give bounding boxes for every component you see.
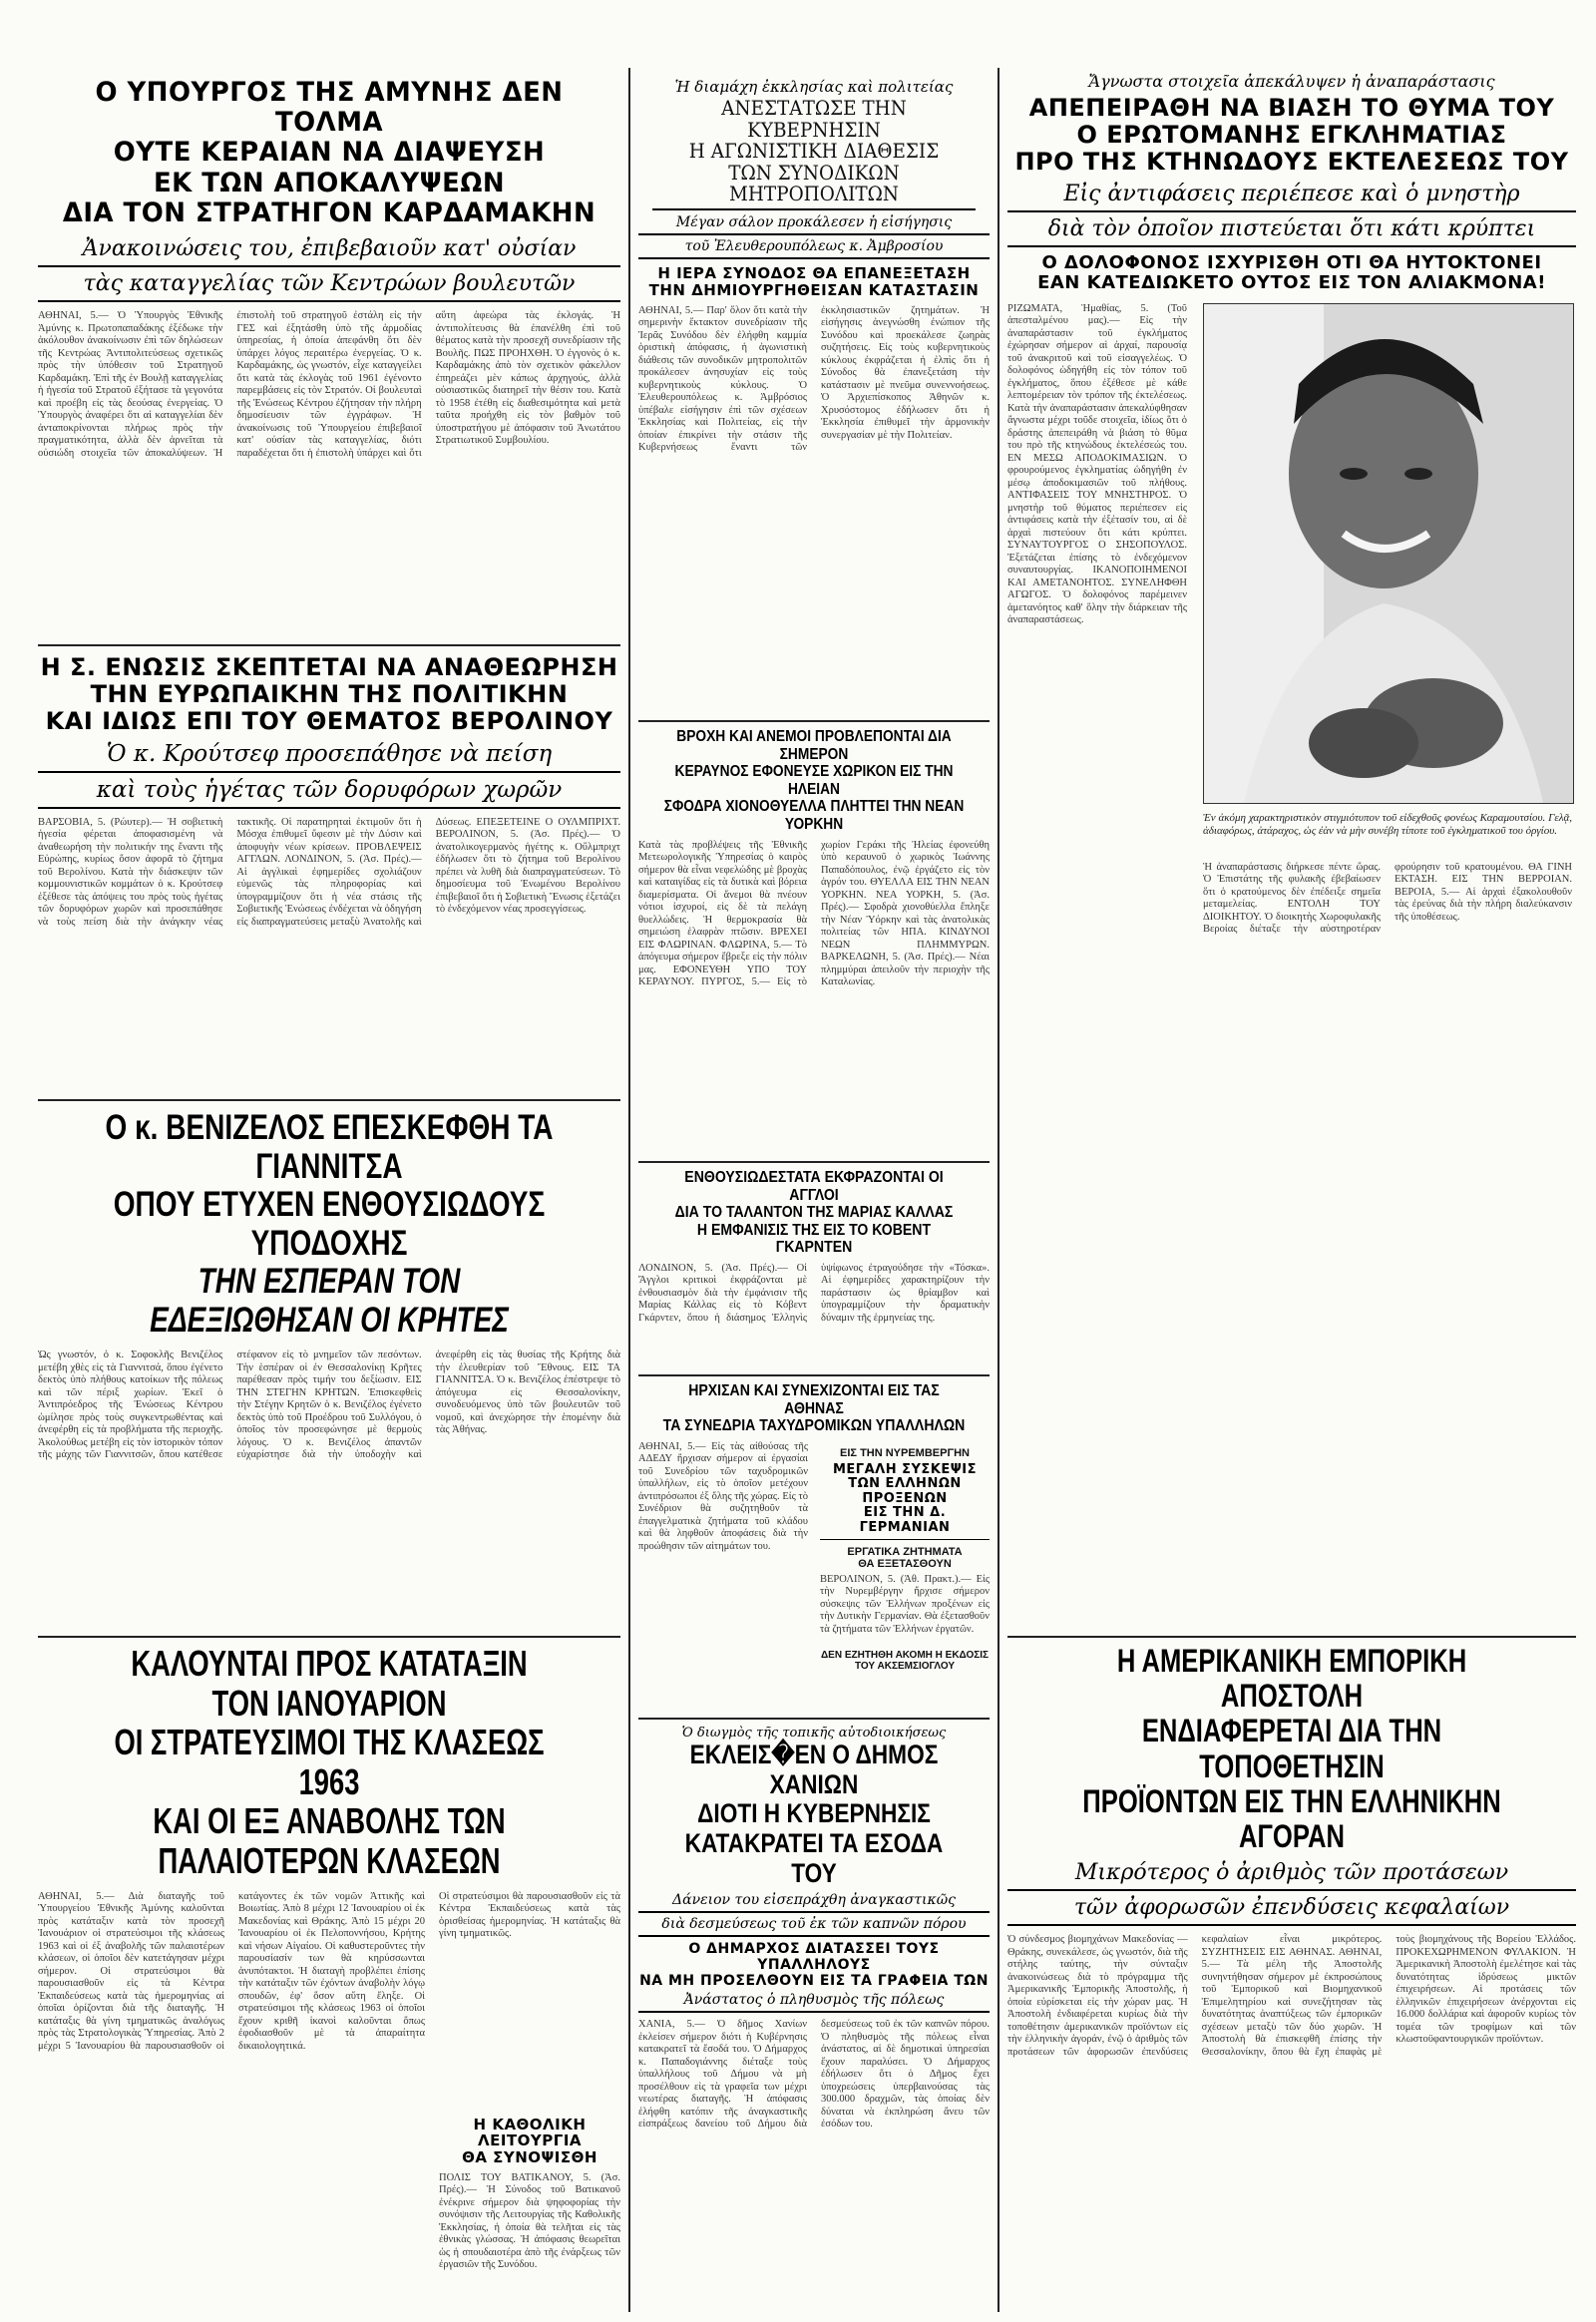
article-headline (1064, 1644, 1519, 1854)
article-headline (1007, 95, 1576, 176)
article-crime (1007, 72, 1576, 1528)
article-separator (638, 720, 990, 722)
article-body: ΧΑΝΙΑ, 5.— Ὁ δῆμος Χανίων ἐκλείσεν σήμερον διότι ἡ Κυβέρνησις κατακρατεῖ τὰ ἔσοδά του. Ὁ Δήμαρχος κ. Παπαδογιάννης διέταξε τοὺς ὑπαλλήλους τοῦ Δήμου νὰ μὴ προσέλθουν εἰς τὰ γραφεῖα των μέχρι νεωτέρας διαταγῆς. Ἡ ἀπόφασις ἐλήφθη κατόπιν τῆς ἀναγκαστικῆς εἰσπράξεως δανείου τοῦ Δήμου διὰ δεσμεύσεως τοῦ ἐκ τῶν καπνῶν πόρου. Ὁ πληθυσμὸς τῆς πόλεως εἶναι ἀνάστατος, αἱ δὲ δημοτικαὶ ὑπηρεσίαι ἔχουν παραλύσει. Ὁ Δήμαρχος ἐδήλωσεν ὅτι ὁ Δῆμος ἔχει ὑποχρεώσεις ὑπερβαινούσας τὰς 300.000 δραχμῶν, τὰς ὁποίας δὲν δύναται νὰ ἐκπληρώση ἄνευ τῶν ἐσόδων του. (638, 2019, 990, 2130)
headline-line: ΚΑΙ ΟΙ ΕΞ ΑΝΑΒΟΛΗΣ ΤΩΝ ΠΑΛΑΙΟΤΕΡΩΝ ΚΛΑΣΕΩΝ (153, 1800, 506, 1881)
headline-line: ΔΙΟΤΙ Η ΚΥΒΕΡΝΗΣΙΣ (697, 1798, 931, 1829)
headline-line: ΚΕΡΑΥΝΟΣ ΕΦΟΝΕΥΣΕ ΧΩΡΙΚΟΝ ΕΙΣ ΤΗΝ ΗΛΕΙΑΝ (674, 763, 954, 798)
headline-line: ΟΥΤΕ ΚΕΡΑΙΑΝ ΝΑ ΔΙΑΨΕΥΣΗ (113, 137, 546, 169)
article-subheadline-bold (638, 265, 990, 299)
headline-line: ΤΗΝ ΕΣΠΕΡΑΝ ΤΟΝ ΕΔΕΞΙΩΘΗΣΑΝ ΟΙ ΚΡΗΤΕΣ (150, 1262, 509, 1340)
subheadline-line: Μικρότερος ὁ ἀριθμὸς τῶν προτάσεων (1007, 1860, 1576, 1891)
article-headline (50, 78, 609, 228)
subheadline-line: καὶ τοὺς ἡγέτας τῶν δορυφόρων χωρῶν (38, 773, 620, 809)
headline-line: ΕΝΘΟΥΣΙΩΔΕΣΤΑΤΑ ΕΚΦΡΑΖΟΝΤΑΙ ΟΙ ΑΓΓΛΟΙ (684, 1169, 944, 1204)
article-separator (38, 1636, 620, 1638)
article-body: ΠΟΛΙΣ ΤΟΥ ΒΑΤΙΚΑΝΟΥ, 5. (Ἀσ. Πρές).— Ἡ Σύνοδος τοῦ Βατικανοῦ ἐνέκρινε σήμερον διὰ ψηφοφορίας τὴν συνόψισιν τῆς Λειτουργίας τῆς Καθολικῆς Ἐκκλησίας, ἡ ὁποία θὰ τελῆται εἰς τὰς ἐθνικὰς γλώσσας. Ἡ ἀπόφασις θεωρεῖται ὡς ἡ σπουδαιοτέρα ἀπὸ τῆς ἐνάρξεως τῶν ἐργασιῶν τῆς Συνόδου. (439, 2171, 620, 2271)
headline-line: Η ΙΕΡΑ ΣΥΝΟΔΟΣ ΘΑ ΕΠΑΝΕΞΕΤΑΣΗ (657, 263, 971, 282)
suspect-photo (1203, 303, 1574, 804)
headline-line: ΤΑ ΣΥΝΕΔΡΙΑ ΤΑΧΥΔΡΟΜΙΚΩΝ ΥΠΑΛΛΗΛΩΝ (662, 1417, 966, 1435)
subheadline-line: διὰ δεσμεύσεως τοῦ ἐκ τῶν καπνῶν πόρου (638, 1913, 990, 1937)
headline-line: ΟΠΟΥ ΕΤΥΧΕΝ ΕΝΘΟΥΣΙΩΔΟΥΣ ΥΠΟΔΟΧΗΣ (113, 1185, 546, 1263)
article-body: Ἡ ἀναπαράστασις διήρκεσε πέντε ὥρας. Ὁ Ἐπιστάτης τῆς φυλακῆς ἐβεβαίωσεν ὅτι ὁ κρατούμενος δὲν ἐπέδειξε σημεῖα μεταμελείας. ΕΝΤΟΛΗ ΤΟΥ ΔΙΟΙΚΗΤΟΥ. Ὁ διοικητὴς Χωροφυλακῆς Βεροίας διέταξε τὴν αὐστηροτέραν φρούρησιν τοῦ κρατουμένου. ΘΑ ΓΙΝΗ ΕΚΤΑΣΗ. ΕΙΣ ΤΗΝ ΒΕΡΡΟΙΑΝ. ΒΕΡΟΙΑ, 5.— Αἱ ἀρχαὶ ἐξακολουθοῦν τὰς ἐρεύνας διὰ τὴν πλήρη διαλεύκανσιν τῆς ὑποθέσεως. (1203, 861, 1572, 936)
headline-line: Η Σ. ΕΝΩΣΙΣ ΣΚΕΠΤΕΤΑΙ ΝΑ ΑΝΑΘΕΩΡΗΣΗ (40, 654, 618, 681)
photo-illustration (1204, 304, 1573, 803)
article-subheadline: Ἀνάστατος ὁ πληθυσμὸς τῆς πόλεως (638, 1992, 990, 2013)
headline-line: Ο κ. ΒΕΝΙΖΕΛΟΣ ΕΠΕΣΚΕΦΘΗ ΤΑ ΓΙΑΝΝΙΤΣΑ (105, 1109, 554, 1186)
column-rule (998, 68, 999, 2312)
headline-line: ΕΚ ΤΩΝ ΑΠΟΚΑΛΥΨΕΩΝ (153, 167, 506, 198)
headline-line: ΚΑΙ ΙΔΙΩΣ ΕΠΙ ΤΟΥ ΘΕΜΑΤΟΣ ΒΕΡΟΛΙΝΟΥ (45, 706, 613, 735)
article-postal-workers (638, 1382, 990, 1712)
headline-line: ΚΑΛΟΥΝΤΑΙ ΠΡΟΣ ΚΑΤΑΤΑΞΙΝ ΤΟΝ ΙΑΝΟΥΑΡΙΟΝ (131, 1644, 528, 1724)
article-chania-municipality (638, 1726, 990, 2314)
article-body: ΒΕΡΟΛΙΝΟΝ, 5. (Ἀθ. Πρακτ.).— Εἰς τὴν Νυρεμβέργην ἤρχισε σήμερον σύσκεψις τῶν Ἑλλήνων προξένων εἰς τὴν Δυτικὴν Γερμανίαν. Θὰ ἐξετασθοῦν τὰ ζητήματα τῶν Ἑλλήνων ἐργατῶν. (820, 1573, 990, 1635)
article-conscripts (38, 1644, 620, 2312)
column-rule (628, 68, 630, 2312)
article-subheadline (38, 741, 620, 809)
headline-line: ΕΙΣ ΤΗΝ Δ. ΓΕΡΜΑΝΙΑΝ (859, 1505, 951, 1535)
subheadline-line: Εἰς ἀντιφάσεις περιέπεσε καὶ ὁ μνηστὴρ (1007, 182, 1576, 212)
headline-line: ΕΝΔΙΑΦΕΡΕΤΑΙ ΔΙΑ ΤΗΝ ΤΟΠΟΘΕΤΗΣΙΝ (1141, 1713, 1442, 1784)
article-subheadline (1007, 182, 1576, 247)
article-kicker: Ὁ διωγμὸς τῆς τοπικῆς αὐτοδιοικήσεως (681, 1726, 947, 1741)
article-subheadline-bold (1007, 253, 1576, 293)
article-columns (38, 1891, 620, 2312)
headline-line: ΗΡΧΙΣΑΝ ΚΑΙ ΣΥΝΕΧΙΖΟΝΤΑΙ ΕΙΣ ΤΑΣ ΑΘΗΝΑΣ (688, 1382, 940, 1417)
headline-line: ΕΡΓΑΤΙΚΑ ΖΗΤΗΜΑΤΑ (847, 1545, 963, 1558)
article-subheadline (1007, 1860, 1576, 1926)
section-kicker: ΔΕΝ ΕΖΗΤΗΘΗ ΑΚΟΜΗ Η ΕΚΔΟΣΙΣ ΤΟΥ ΑΚΣΕΜΣΙΟΓΛΟΥ (820, 1649, 990, 1672)
article-body: Κατὰ τὰς προβλέψεις τῆς Ἐθνικῆς Μετεωρολογικῆς Ὑπηρεσίας ὁ καιρὸς σήμερον θὰ εἶναι νεφελώδης μὲ βροχὰς καὶ καταιγίδας εἰς τὰ δυτικὰ καὶ βόρεια διαμερίσματα. Οἱ ἄνεμοι θὰ πνέουν νότιοι ἰσχυροί, εἰς δὲ τὰ πελάγη θυελλώδεις. Ἡ θερμοκρασία θὰ σημειώση ἐλαφρὰν πτῶσιν. ΒΡΕΧΕΙ ΕΙΣ ΦΛΩΡΙΝΑΝ. ΦΛΩΡΙΝΑ, 5.— Τὸ ἀπόγευμα σήμερον ἔβρεξε εἰς τὴν πόλιν μας. ΕΦΟΝΕΥΘΗ ΥΠΟ ΤΟΥ ΚΕΡΑΥΝΟΥ. ΠΥΡΓΟΣ, 5.— Εἰς τὸ χωρίον Γεράκι τῆς Ἠλείας ἐφονεύθη ὑπὸ κεραυνοῦ ὁ χωρικὸς Ἰωάννης Παπαδόπουλος, ἐνῷ ἐργάζετο εἰς τὸν ἀγρόν του. ΘΥΕΛΛΑ ΕΙΣ ΤΗΝ ΝΕΑΝ ΥΟΡΚΗΝ. ΝΕΑ ΥΟΡΚΗ, 5. (Ἀσ. Πρές).— Σφοδρὰ χιονοθύελλα ἔπληξε τὴν Νέαν Ὑόρκην καὶ τὰς ἀνατολικὰς πολιτείας τῶν ΗΠΑ. ΚΙΝΔΥΝΟΙ ΝΕΩΝ ΠΛΗΜΜΥΡΩΝ. ΒΑΡΚΕΛΩΝΗ, 5. (Ἀσ. Πρές).— Νέαι πλημμύραι ἀπειλοῦν τὴν περιοχὴν τῆς Καταλωνίας. (638, 839, 990, 988)
headline-line: ΜΕΓΑΛΗ ΣΥΣΚΕΨΙΣ (832, 1461, 978, 1477)
headline-line: ΟΙ ΣΤΡΑΤΕΥΣΙΜΟΙ ΤΗΣ ΚΛΑΣΕΩΣ 1963 (114, 1722, 545, 1802)
article-body: Ὡς γνωστόν, ὁ κ. Σοφοκλῆς Βενιζέλος μετέβη χθὲς εἰς τὰ Γιαννιτσά, ὅπου ἐγένετο δεκτὸς ὑπὸ πλήθους κατοίκων τῆς πόλεως καὶ τῶν πέριξ χωρίων. Ἐκεῖ ὁ Ἀντιπρόεδρος τῆς Ἐνώσεως Κέντρου ὡμίλησε πρὸς τοὺς συγκεντρωθέντας καὶ ἀνεφέρθη εἰς τὰ προβλήματα τῆς περιοχῆς. Ἀκολούθως μετέβη εἰς τὸν ἱστορικὸν τόπον τῆς μάχης τῶν Γιαννιτσῶν, ὅπου κατέθεσε στέφανον εἰς τὸ μνημεῖον τῶν πεσόντων. Τὴν ἑσπέραν οἱ ἐν Θεσσαλονίκῃ Κρῆτες παρέθεσαν πρὸς τιμήν του δεξίωσιν. ΕΙΣ ΤΗΝ ΣΤΕΓΗΝ ΚΡΗΤΩΝ. Ἐπισκεφθεὶς τὴν Στέγην Κρητῶν ὁ κ. Βενιζέλος ἐγένετο δεκτὸς ὑπὸ τοῦ Προέδρου τοῦ Συλλόγου, ὁ ὁποῖος τὸν προσεφώνησε μὲ θερμοὺς λόγους. Ὁ κ. Βενιζέλος ἀπαντῶν εὐχαρίστησε διὰ τὴν ὑποδοχὴν καὶ ἀνεφέρθη εἰς τὰς θυσίας τῆς Κρήτης διὰ τὴν ἐλευθερίαν τοῦ Ἔθνους. ΕΙΣ ΤΑ ΓΙΑΝΝΙΤΣΑ. Ὁ κ. Βενιζέλος ἐπέστρεψε τὸ ἀπόγευμα εἰς Θεσσαλονίκην, συνοδευόμενος ὑπὸ τῶν βουλευτῶν τοῦ νομοῦ, καὶ ἀνεχώρησε τὴν ἑπομένην διὰ τὰς Ἀθήνας. (38, 1350, 620, 1460)
headline-line: ΚΑΤΑΚΡΑΤΕΙ ΤΑ ΕΣΟΔΑ ΤΟΥ (684, 1828, 944, 1888)
article-body: ΑΘΗΝΑΙ, 5.— Διὰ διαταγῆς τοῦ Ὑπουργείου Ἐθνικῆς Ἀμύνης καλοῦνται πρὸς κατάταξιν κατὰ τὸν προσεχῆ Ἰανουάριον οἱ στρατεύσιμοι τῆς κλάσεως 1963 καὶ οἱ ἐξ ἀναβολῆς τῶν παλαιοτέρων κλάσεων, οἱ ὁποῖοι δὲν κατετάγησαν μέχρι σήμερον. Οἱ στρατεύσιμοι θὰ παρουσιασθοῦν εἰς τὰ Κέντρα Ἐκπαιδεύσεως κατὰ τὰς ἡμερομηνίας αἱ ὁποῖαι ὁρίζονται διὰ τῆς διαταγῆς. Ἡ κατάταξις θὰ γίνη τμηματικῶς ἀναλόγως πρὸς τὰς Στρατολογικὰς Ὑπηρεσίας. Ἀπὸ 2 μέχρι 5 Ἰανουαρίου θὰ παρουσιασθοῦν οἱ κατάγοντες ἐκ τῶν νομῶν Ἀττικῆς καὶ Βοιωτίας. Ἀπὸ 8 μέχρι 12 Ἰανουαρίου οἱ ἐκ Μακεδονίας καὶ Θράκης. Ἀπὸ 15 μέχρι 20 Ἰανουαρίου οἱ ἐκ Πελοποννήσου, Κρήτης καὶ νήσων Αἰγαίου. Οἱ καθυστεροῦντες τὴν παρουσίασίν των θὰ κηρύσσωνται ἀνυπότακτοι. Ἡ διαταγὴ προβλέπει ἐπίσης τὴν κατάταξιν τῶν ἐχόντων ἀναβολὴν λόγῳ σπουδῶν, ἐφ' ὅσον αὕτη ἔληξε. Οἱ στρατεύσιμοι τῆς κλάσεως 1963 οἱ ὁποῖοι ἔχουν κριθῆ ἱκανοὶ καλοῦνται ὅπως ἐφοδιασθοῦν μὲ τὰ ἀπαραίτητα δικαιολογητικά. (38, 1890, 425, 2052)
article-weather (638, 728, 990, 1157)
article-headline (663, 728, 966, 834)
article-body: Ὁ σύνδεσμος βιομηχάνων Μακεδονίας — Θράκης, συνεκάλεσε, ὡς γνωστόν, διὰ τῆς στήλης ταύτης, τὴν σύνταξιν ἀνακοινώσεως διὰ τὸ πρόγραμμα τῆς Ἀμερικανικῆς Ἐμπορικῆς Ἀποστολῆς, ἡ ὁποία εὑρίσκεται εἰς τὴν χώραν μας. Ἡ Ἀποστολὴ ἐνδιαφέρεται κυρίως διὰ τὴν τοποθέτησιν ἀμερικανικῶν προϊόντων εἰς τὴν ἑλληνικὴν ἀγοράν, ἐνῷ ὁ ἀριθμὸς τῶν προτάσεων τῶν ἀφορωσῶν ἐπενδύσεις κεφαλαίων εἶναι μικρότερος. ΣΥΖΗΤΗΣΕΙΣ ΕΙΣ ΑΘΗΝΑΣ. ΑΘΗΝΑΙ, 5.— Τὰ μέλη τῆς Ἀποστολῆς συνηντήθησαν σήμερον μὲ ἐκπροσώπους τοῦ Ἐμπορικοῦ καὶ Βιομηχανικοῦ Ἐπιμελητηρίου καὶ συνεζήτησαν τὰς δυνατότητας ἀναπτύξεως τῶν ἐμπορικῶν σχέσεων μεταξὺ τῶν δύο χωρῶν. Ἡ Ἀποστολὴ θὰ ἐπισκεφθῆ ἐπίσης τὴν Θεσσαλονίκην, ὅπου θὰ ἔχη ἐπαφὰς μὲ τοὺς βιομηχάνους τῆς Βορείου Ἑλλάδος. ΠΡΟΚΕΧΩΡΗΜΕΝΟΝ ΦΥΛΑΚΙΟΝ. Ἡ Ἀμερικανικὴ Ἀποστολὴ ἐμελέτησε καὶ τὰς δυνατότητας ἱδρύσεως μικτῶν ἐπιχειρήσεων. Αἱ προτάσεις τῶν ἑλληνικῶν ἐπιχειρήσεων ἀνέρχονται εἰς 16.000 δολλάρια καὶ ἀφοροῦν κυρίως τὸν τομέα τῶν τροφίμων καὶ τῶν κλωστοϋφαντουργικῶν προϊόντων. (1007, 1934, 1576, 2058)
headline-line: ΠΡΟΞΕΝΩΝ (862, 1490, 948, 1506)
headline-line: ΤΩΝ ΕΛΛΗΝΩΝ (848, 1476, 962, 1492)
article-content (1007, 303, 1576, 1420)
subheadline-line: διὰ τὸν ὁποῖον πιστεύεται ὅτι κάτι κρύπτει (1007, 212, 1576, 247)
article-body: ΑΘΗΝΑΙ, 5.— Εἰς τὰς αἰθούσας τῆς ΑΔΕΔΥ ἤρχισαν σήμερον αἱ ἐργασίαι τοῦ Συνεδρίου τῶν ταχυδρομικῶν ὑπαλλήλων, εἰς τὸ ὁποῖον μετέχουν ἀντιπρόσωποι ἐξ ὅλης τῆς χώρας. Εἰς τὸ Συνέδριον θὰ συζητηθοῦν τὰ ἐπαγγελματικὰ ζητήματα τοῦ κλάδου καὶ θὰ ληφθοῦν ἀποφάσεις διὰ τὴν προώθησιν τῶν αἰτημάτων του. (638, 1440, 808, 1552)
article-callas (638, 1169, 990, 1368)
subheadline-line: Ὁ κ. Κρούτσεφ προσεπάθησε νὰ πείση (38, 741, 620, 773)
article-body: ΛΟΝΔΙΝΟΝ, 5. (Ἀσ. Πρές).— Οἱ Ἄγγλοι κριτικοὶ ἐκφράζονται μὲ ἐνθουσιασμὸν διὰ τὴν ἐμφάνισιν τῆς Μαρίας Κάλλας εἰς τὸ Κόβεντ Γκάρντεν, ὅπου ἡ διάσημος Ἑλληνὶς ὑψίφωνος ἐτραγούδησε τὴν «Τόσκα». Αἱ ἐφημερίδες χαρακτηρίζουν τὴν παράστασιν ὡς θρίαμβον καὶ ὑπογραμμίζουν τὴν δραματικὴν δύναμιν τῆς ἑρμηνείας της. (638, 1262, 990, 1324)
article-subheadline (38, 236, 620, 302)
headline-line: Ο ΥΠΟΥΡΓΟΣ ΤΗΣ ΑΜΥΝΗΣ ΔΕΝ ΤΟΛΜΑ (95, 78, 564, 139)
photo-caption: Ἐν ἀκόμη χαρακτηριστικὸν στιγμιότυπον τοῦ εἰδεχθοῦς φονέως Καραμουτσίου. Γελᾷ, ἀδιαφόρως, ἀτάραχος, ὡς ἐὰν νὰ μὴν συνέβη τίποτε τοῦ ἐγκληματικοῦ του ὀργίου. (1203, 811, 1572, 837)
headline-line: ΒΡΟΧΗ ΚΑΙ ΑΝΕΜΟΙ ΠΡΟΒΛΕΠΟΝΤΑΙ ΔΙΑ ΣΗΜΕΡΟΝ (676, 728, 952, 763)
subheadline-line: τῶν ἀφορωσῶν ἐπενδύσεις κεφαλαίων (1007, 1891, 1576, 1926)
sidebar-article (439, 1891, 620, 2312)
headline-line: ΤΗΝ ΔΗΜΙΟΥΡΓΗΘΕΙΣΑΝ ΚΑΤΑΣΤΑΣΙΝ (648, 280, 980, 299)
subheadline-line: Δάνειον του εἰσεπράχθη ἀναγκαστικῶς (638, 1892, 990, 1913)
subheadline-line: τὰς καταγγελίας τῶν Κεντρώων βουλευτῶν (38, 267, 620, 302)
article-separator (638, 1374, 990, 1376)
article-headline (108, 1644, 551, 1881)
headline-line: Η ΑΓΩΝΙΣΤΙΚΗ ΔΙΑΘΕΣΙΣ (688, 139, 940, 164)
sidebar-headline (820, 1463, 990, 1540)
article-headline (38, 654, 620, 735)
article-defence-minister (38, 78, 620, 636)
article-american-mission (1007, 1644, 1576, 2312)
article-soviet-union (38, 654, 620, 1093)
article-separator (38, 644, 620, 646)
headline-line: Ο ΔΗΜΑΡΧΟΣ ΔΙΑΤΑΣΣΕΙ ΤΟΥΣ ΥΠΑΛΛΗΛΟΥΣ (688, 1941, 940, 1974)
headline-line: ΘΑ ΕΞΕΤΑΣΘΟΥΝ (858, 1557, 952, 1570)
headline-line: ΣΦΟΔΡΑ ΧΙΟΝΟΘΥΕΛΛΑ ΠΛΗΤΤΕΙ ΤΗΝ ΝΕΑΝ ΥΟΡΚΗΝ (663, 798, 965, 833)
headline-line: Ο ΔΟΛΟΦΟΝΟΣ ΙΣΧΥΡΙΣΘΗ ΟΤΙ ΘΑ ΗΥΤΟΚΤΟΝΕΙ (1041, 251, 1542, 273)
headline-line: ΕΑΝ ΚΑΤΕΔΙΩΚΕΤΟ ΟΥΤΟΣ ΕΙΣ ΤΟΝ ΑΛΙΑΚΜΟΝΑ! (1037, 271, 1546, 293)
sidebar-subheadline (820, 1546, 990, 1570)
subheadline-line: Μέγαν σάλον προκάλεσεν ἡ εἰσήγησις (638, 214, 990, 235)
article-headline (666, 1741, 962, 1888)
section-heading (439, 2117, 620, 2166)
subheadline-line: Ἀνακοινώσεις του, ἐπιβεβαιοῦν κατ' οὐσίαν (38, 236, 620, 267)
heading-line: Η ΚΑΘΟΛΙΚΗ (473, 2115, 587, 2133)
article-separator (1007, 1636, 1576, 1638)
article-subheadline-bold (638, 1942, 990, 1989)
sidebar-article (820, 1441, 990, 1711)
article-columns (638, 1441, 990, 1711)
article-headline (652, 98, 976, 210)
heading-line: ΘΑ ΣΥΝΟΨΙΣΘΗ (462, 2148, 598, 2167)
headline-line: ΠΡΟΪΟΝΤΩΝ ΕΙΣ ΤΗΝ ΕΛΛΗΝΙΚΗΝ ΑΓΟΡΑΝ (1082, 1782, 1501, 1854)
article-kicker: Ἄγνωστα στοιχεῖα ἀπεκάλυψεν ἡ ἀναπαράστασις (1088, 72, 1495, 91)
headline-line: ΑΝΕΣΤΑΤΩΣΕ ΤΗΝ ΚΥΒΕΡΝΗΣΙΝ (721, 96, 907, 142)
article-separator (38, 1099, 620, 1101)
article-body: ΒΑΡΣΟΒΙΑ, 5. (Ρώυτερ).— Ἡ σοβιετικὴ ἡγεσία φέρεται ἀποφασισμένη νὰ ἀναθεωρήση τὴν πολιτικήν της ἔναντι τῆς Εὐρώπης, κυρίως ὅσον ἀφορᾶ τὸ ζήτημα τοῦ Βερολίνου. Κατὰ τὴν διάσκεψιν τῶν κομμουνιστικῶν κομμάτων ὁ κ. Κρούτσεφ ἐξέθεσε τὰς ἀπόψεις του πρὸς τοὺς ἡγέτας τῶν δορυφόρων χωρῶν καὶ προσεπάθησε νὰ τοὺς πείση διὰ τὴν ἀνάγκην νέας τακτικῆς. Οἱ παρατηρηταὶ ἐκτιμοῦν ὅτι ἡ Μόσχα ἐπιθυμεῖ ὕφεσιν μὲ τὴν Δύσιν καὶ ἀποφυγὴν νέων κρίσεων. ΠΡΟΒΛΕΨΕΙΣ ΑΓΓΛΩΝ. ΛΟΝΔΙΝΟΝ, 5. (Ἀσ. Πρές).— Αἱ ἀγγλικαὶ ἐφημερίδες σχολιάζουν εὐμενῶς τὰς πληροφορίας καὶ ὑπογραμμίζουν ὅτι ἡ νέα στάσις τῆς Σοβιετικῆς Ἑνώσεως ἐνδέχεται νὰ ὁδηγήση εἰς διαπραγματεύσεις μεταξὺ Ἀνατολῆς καὶ Δύσεως. ΕΠΕΞΕΤΕΙΝΕ Ο ΟΥΛΜΠΡΙΧΤ. ΒΕΡΟΛΙΝΟΝ, 5. (Ἀσ. Πρές).— Ὁ ἀνατολικογερμανὸς ἡγέτης κ. Οὔλμπριχτ ἐδήλωσεν ὅτι τὸ ζήτημα τοῦ Βερολίνου πρέπει νὰ λυθῆ διὰ διαπραγματεύσεων. Τὸ δημοσίευμα τοῦ Ἐνωμένου Βερολίνου ἐπιβεβαιοῖ ὅτι ἡ Σοβιετικὴ Ἕνωσις ἐξετάζει τὸ ἐνδεχόμενον νέας προσεγγίσεως. (38, 816, 620, 928)
article-body: ΑΘΗΝΑΙ, 5.— Ὁ Ὑπουργὸς Ἐθνικῆς Ἀμύνης κ. Πρωτοπαπαδάκης ἐξέδωκε τὴν ἀκόλουθον ἀνακοίνωσιν ἐπὶ τῶν δηλώσεων τῆς Κεντρώας Ἀντιπολιτεύσεως σχετικῶς πρὸς τὴν ὑπόθεσιν τοῦ Στρατηγοῦ Καρδαμάκη. Ἐπὶ τῆς ἐν Βουλῇ καταγγελίας ἡ ἡγεσία τοῦ Στρατοῦ ἐξήτασε τὰ γεγονότα καὶ προέβη εἰς τὰς δεούσας ἐνεργείας. Ὁ Ὑπουργὸς ἀναφέρει ὅτι αἱ καταγγελίαι δὲν ἀνταποκρίνονται πλήρως πρὸς τὴν πραγματικότητα, ἀλλὰ δὲν ἀρνεῖται τὰ οὐσιώδη στοιχεῖα τῶν ἀποκαλύψεων. Ἡ ἐπιστολὴ τοῦ στρατηγοῦ ἐστάλη εἰς τὴν ΓΕΣ καὶ ἐξητάσθη ὑπὸ τῆς ἁρμοδίας ὑπηρεσίας, ἡ ὁποία ἀπεφάνθη ὅτι δὲν ὑπάρχει λόγος περαιτέρω ἐνεργείας. Ὁ κ. Καρδαμάκης, ὡς γνωστόν, εἶχε καταγγείλει ὅτι κατὰ τὰς ἐκλογὰς τοῦ 1961 ἐγένοντο παρεμβάσεις εἰς τὸν Στρατόν. Οἱ βουλευταὶ τῆς Ἐνώσεως Κέντρου ἐζήτησαν τὴν πλήρη δημοσίευσιν τῶν ἐγγράφων. Ἡ ἀνακοίνωσις τοῦ Ὑπουργείου ἐπιβεβαιοῖ κατ' οὐσίαν τὰς καταγγελίας, διότι παραδέχεται ὅτι ἡ ἐπιστολὴ ὑπάρχει καὶ ὅτι αὕτη ἀφεώρα τὰς ἐκλογάς. Ἡ ἀντιπολίτευσις θὰ ἐπανέλθη ἐπὶ τοῦ θέματος κατὰ τὴν προσεχῆ συνεδρίασιν τῆς Βουλῆς. ΠΩΣ ΠΡΟΗΧΘΗ. Ὁ ἐγγονὸς ὁ κ. Καρδαμάκης ἀπὸ τὸν σχετικὸν φάκελλον ἐπηρεάζει μὲν κάπως ἀρχηγούς, ἀλλὰ οὐσιαστικῶς διατηρεῖ τὴν θέσιν του. Κατὰ τὸ 1958 ἐτέθη εἰς διαθεσιμότητα καὶ μετὰ ταῦτα προήχθη εἰς τὸν βαθμὸν τοῦ ὑποστρατήγου μὲ ἀπόφασιν τοῦ Ἀνωτάτου Στρατιωτικοῦ Συμβουλίου. (38, 310, 620, 459)
article-kicker: Ἡ διαμάχη ἐκκλησίας καὶ πολιτείας (674, 78, 954, 96)
article-separator (638, 1161, 990, 1163)
section-kicker: ΕΙΣ ΤΗΝ ΝΥΡΕΜΒΕΡΓΗΝ (840, 1446, 970, 1459)
headline-line: ΕΚΛΕΙΣ�ΕΝ Ο ΔΗΜΟΣ ΧΑΝΙΩΝ (689, 1740, 939, 1799)
headline-line: ΝΑ ΜΗ ΠΡΟΣΕΛΘΟΥΝ ΕΙΣ ΤΑ ΓΡΑΦΕΙΑ ΤΩΝ (639, 1972, 989, 1989)
article-separator (638, 1718, 990, 1720)
headline-line: ΑΠΕΠΕΙΡΑΘΗ ΝΑ ΒΙΑΣΗ ΤΟ ΘΥΜΑ ΤΟΥ (1028, 94, 1555, 122)
headline-line: ΔΙΑ ΤΟ ΤΑΛΑΝΤΟΝ ΤΗΣ ΜΑΡΙΑΣ ΚΑΛΛΑΣ (674, 1204, 954, 1222)
article-body: Οἱ στρατεύσιμοι θὰ παρουσιασθοῦν εἰς τὰ Κέντρα Ἐκπαιδεύσεως κατὰ τὰς ὁρισθείσας ἡμερομηνίας. Ἡ κατάταξις θὰ γίνη τμηματικῶς. (439, 1890, 620, 1940)
headline-line: ΤΩΝ ΣΥΝΟΔΙΚΩΝ ΜΗΤΡΟΠΟΛΙΤΩΝ (652, 163, 976, 210)
headline-line: ΤΗΝ ΕΥΡΩΠΑΙΚΗΝ ΤΗΣ ΠΟΛΙΤΙΚΗΝ (90, 679, 569, 708)
headline-line: ΔΙΑ ΤΟΝ ΣΤΡΑΤΗΓΟΝ ΚΑΡΔΑΜΑΚΗΝ (62, 196, 597, 228)
article-headline (96, 1109, 562, 1340)
heading-line: ΛΕΙΤΟΥΡΓΙΑ (477, 2131, 583, 2150)
subheadline-line: τοῦ Ἐλευθερουπόλεως κ. Ἀμβροσίου (638, 235, 990, 259)
headline-line: Η ΕΜΦΑΝΙΣΙΣ ΤΗΣ ΕΙΣ ΤΟ ΚΟΒΕΝΤ ΓΚΑΡΝΤΕΝ (696, 1221, 932, 1257)
article-subheadline (638, 214, 990, 259)
headline-line: Η ΑΜΕΡΙΚΑΝΙΚΗ ΕΜΠΟΡΙΚΗ ΑΠΟΣΤΟΛΗ (1116, 1644, 1467, 1715)
headline-line: ΠΡΟ ΤΗΣ ΚΤΗΝΩΔΟΥΣ ΕΚΤΕΛΕΣΕΩΣ ΤΟΥ (1014, 147, 1569, 176)
article-body: ΑΘΗΝΑΙ, 5.— Παρ' ὅλον ὅτι κατὰ τὴν σημερινὴν ἔκτακτον συνεδρίασιν τῆς Ἱερᾶς Συνόδου δὲν ἐλήφθη καμμία ὁριστικὴ ἀπόφασις, ἡ ἀγωνιστικὴ διάθεσις τῶν συνοδικῶν μητροπολιτῶν προκάλεσεν ἀνησυχίαν εἰς τοὺς κυβερνητικοὺς κύκλους. Ὁ Ἐλευθερουπόλεως κ. Ἀμβρόσιος ὑπέβαλε εἰσήγησιν ἐπὶ τῶν σχέσεων Ἐκκλησίας καὶ Πολιτείας, εἰς τὴν ὁποίαν ἐπικρίνει τὴν στάσιν τῆς Κυβερνήσεως ἔναντι τῶν ἐκκλησιαστικῶν ζητημάτων. Ἡ εἰσήγησις ἀνεγνώσθη ἐνώπιον τῆς Συνόδου καὶ προεκάλεσε ζωηρὰς συζητήσεις. Εἰς τοὺς κυβερνητικοὺς κύκλους ἐκφράζεται ἡ ἐλπὶς ὅτι ἡ Σύνοδος θὰ ἐπανεξετάση τὴν κατάστασιν μὲ πνεῦμα συνεννοήσεως. Ὁ Ἀρχιεπίσκοπος Ἀθηνῶν κ. Χρυσόστομος ἐδήλωσεν ὅτι ἡ Ἐκκλησία ἐπιθυμεῖ τὴν ἀρμονικὴν συνεργασίαν μὲ τὴν Πολιτείαν. (638, 304, 990, 454)
article-body: ΡΙΖΩΜΑΤΑ, Ἡμαθίας, 5. (Τοῦ ἀπεσταλμένου μας).— Εἰς τὴν ἀναπαράστασιν τοῦ ἐγκλήματος ἐχώρησαν σήμερον αἱ ἀρχαί, παρουσίᾳ τοῦ ἀνακριτοῦ καὶ τοῦ εἰσαγγελέως. Ὁ δολοφόνος ὡδηγήθη εἰς τὸν τόπον τοῦ ἐγκλήματος, ὅπου ἐξέθεσε μὲ κάθε λεπτομέρειαν τὸν τρόπον τῆς ἐκτελέσεως. Κατὰ τὴν ἀναπαράστασιν ἀπεκαλύφθησαν ἄγνωστα μέχρι τοῦδε στοιχεῖα, ἰδίως ὅτι ὁ δράστης ἀπεπειράθη νὰ βιάση τὸ θῦμα του πρὸ τῆς κτηνώδους ἐκτελέσεώς του. ΕΝ ΜΕΣΩ ΑΠΟΔΟΚΙΜΑΣΙΩΝ. Ὁ φρουρούμενος ἐγκληματίας ὡδηγήθη ἐν μέσῳ ἀποδοκιμασιῶν τοῦ πλήθους. ΑΝΤΙΦΑΣΕΙΣ ΤΟΥ ΜΝΗΣΤΗΡΟΣ. Ὁ μνηστὴρ τοῦ θύματος περιέπεσεν εἰς ἀντιφάσεις κατὰ τὴν ἐξέτασίν του, αἱ δὲ ἀρχαὶ πιστεύουν ὅτι κάτι κρύπτει. ΣΥΝΑΥΤΟΥΡΓΟΣ Ο ΣΗΣΟΠΟΥΛΟΣ. Ἐξετάζεται ἐπίσης τὸ ἐνδεχόμενον συναυτουργίας. ΙΚΑΝΟΠΟΙΗΜΕΝΟΙ ΚΑΙ ΑΜΕΤΑΝΟΗΤΟΣ. ΣΥΝΕΛΗΦΘΗ ΑΓΩΓΟΣ. Ὁ δολοφόνος παρέμεινεν ἀμετανόητος καθ' ὅλην τὴν διάρκειαν τῆς ἀναπαραστάσεως. (1007, 302, 1187, 626)
article-subheadline (638, 1892, 990, 1937)
article-church-state (638, 78, 990, 716)
article-venizelos (38, 1109, 620, 1628)
headline-line: Ο ΕΡΩΤΟΜΑΝΗΣ ΕΓΚΛΗΜΑΤΙΑΣ (1076, 120, 1507, 149)
article-headline (659, 1169, 969, 1257)
article-headline (659, 1382, 969, 1435)
